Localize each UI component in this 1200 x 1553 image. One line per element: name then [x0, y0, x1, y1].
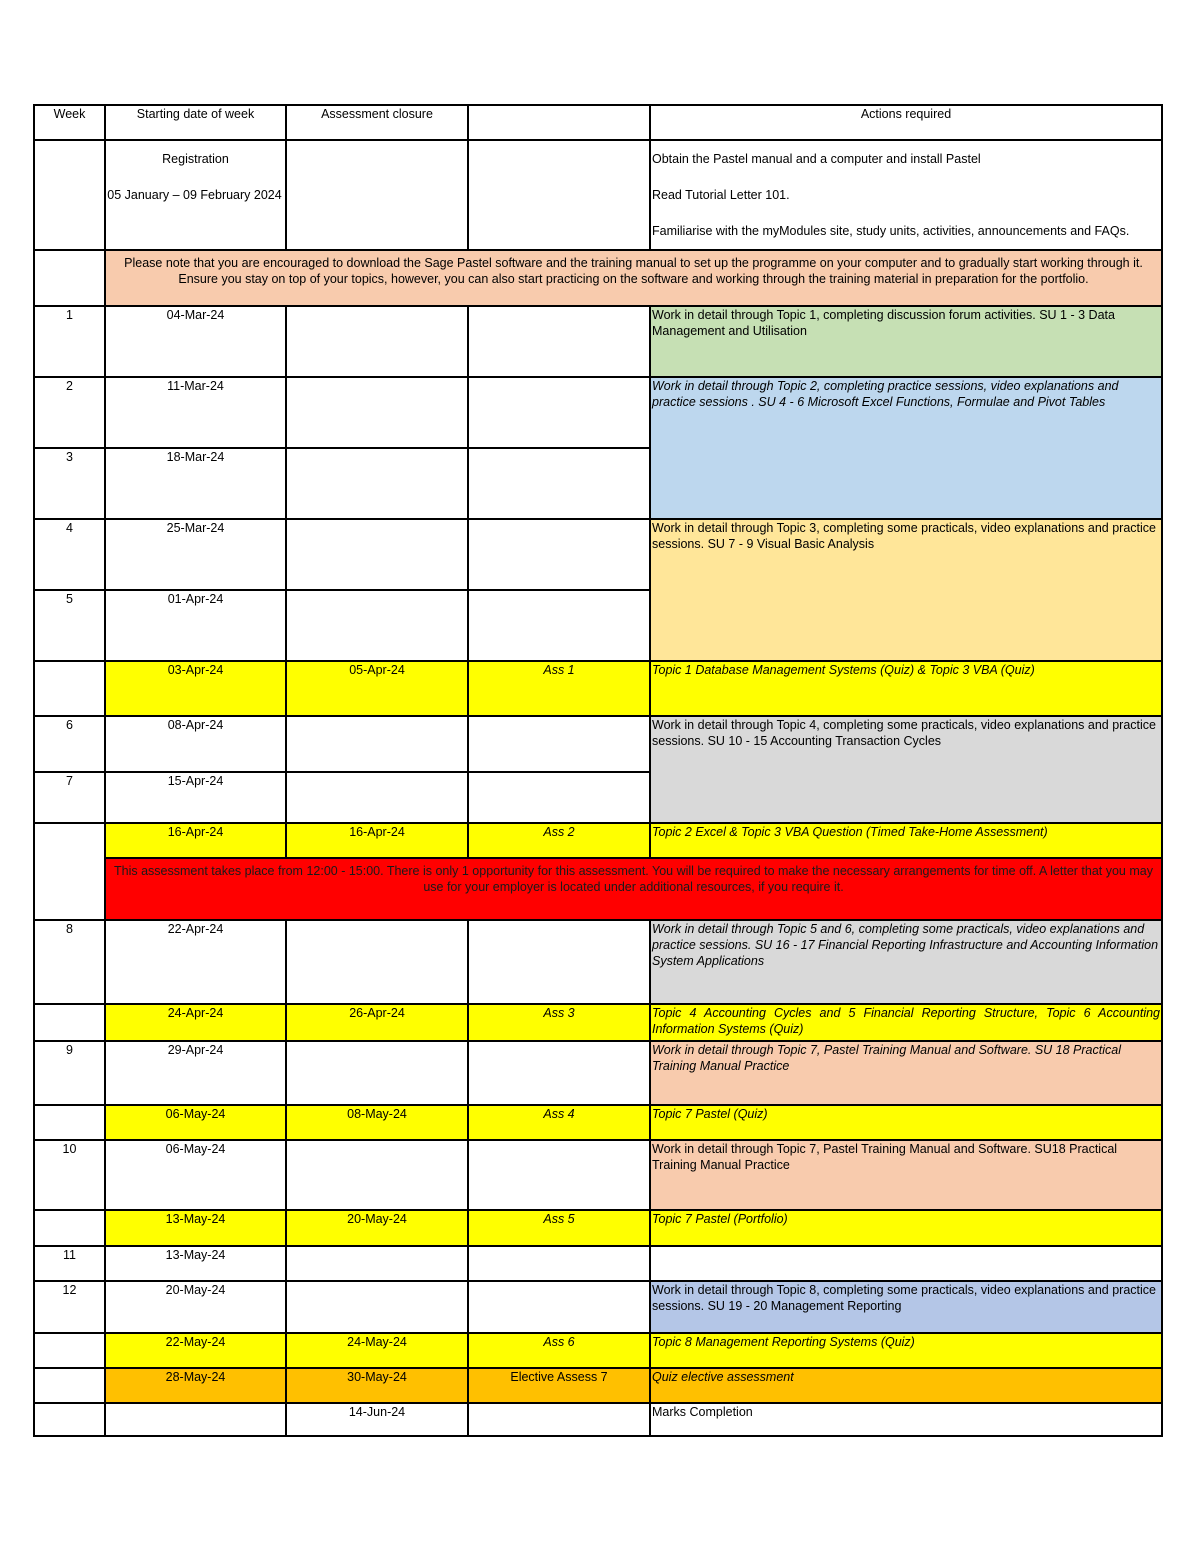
marks-completion-row — [34, 1403, 1162, 1436]
registration-label: Registration — [162, 152, 229, 166]
assessment-label: Ass 5 — [468, 1210, 650, 1246]
week-row-8 — [34, 920, 1162, 1004]
assessment-start-date: 13-May-24 — [105, 1210, 286, 1246]
assessment-action: Topic 2 Excel & Topic 3 VBA Question (Timed Take-Home Assessment) — [650, 823, 1162, 858]
week-start-date: 18-Mar-24 — [105, 448, 286, 519]
assessment-label: Ass 1 — [468, 661, 650, 716]
week-start-date: 29-Apr-24 — [105, 1041, 286, 1105]
header-week: Week — [34, 105, 105, 140]
assessment-action: Topic 7 Pastel (Quiz) — [650, 1105, 1162, 1140]
assessment-start-date: 06-May-24 — [105, 1105, 286, 1140]
assessment-action: Topic 8 Management Reporting Systems (Quiz) — [650, 1333, 1162, 1368]
assessment-label: Ass 6 — [468, 1333, 650, 1368]
pastel-note-row — [34, 250, 1162, 306]
assessment-start-date: 03-Apr-24 — [105, 661, 286, 716]
assessment-action: Topic 1 Database Management Systems (Quiz) & Topic 3 VBA (Quiz) — [650, 661, 1162, 716]
assessment-closure-date: 20-May-24 — [286, 1210, 468, 1246]
header-row — [34, 105, 1162, 140]
pastel-note: Please note that you are encouraged to download the Sage Pastel software and the training manual to set up the programme on your computer and to gradually start working through it. Ensure you stay on top of your topics, however, you can also start practicing on the software and working through the training material in preparation for the portfolio. — [105, 250, 1162, 306]
assessment-closure-date: 05-Apr-24 — [286, 661, 468, 716]
assessment-closure-date: 08-May-24 — [286, 1105, 468, 1140]
registration-cell — [105, 140, 286, 250]
assessment-label: Ass 4 — [468, 1105, 650, 1140]
week-number: 3 — [34, 448, 105, 519]
assessment-closure-date: 26-Apr-24 — [286, 1004, 468, 1041]
assessment-label: Elective Assess 7 — [468, 1368, 650, 1403]
week-start-date: 08-Apr-24 — [105, 716, 286, 772]
topic-4-action: Work in detail through Topic 4, completing some practicals, video explanations and practice sessions. SU 10 - 15 Accounting Transaction Cycles — [650, 716, 1162, 823]
assessment-label: Ass 3 — [468, 1004, 650, 1041]
week-start-date: 15-Apr-24 — [105, 772, 286, 823]
week-row-12 — [34, 1281, 1162, 1333]
registration-row — [34, 140, 1162, 250]
assessment-start-date: 28-May-24 — [105, 1368, 286, 1403]
topic-7-practice-action: Work in detail through Topic 7, Pastel Training Manual and Software. SU18 Practical Training Manual Practice — [650, 1140, 1162, 1210]
assessment-row-6 — [34, 1333, 1162, 1368]
header-actions-required: Actions required — [650, 105, 1162, 140]
week-number: 10 — [34, 1140, 105, 1210]
week-row-2 — [34, 377, 1162, 448]
registration-period: 05 January – 09 February 2024 — [107, 188, 282, 202]
week-number: 1 — [34, 306, 105, 377]
week-row-9 — [34, 1041, 1162, 1105]
week-start-date: 22-Apr-24 — [105, 920, 286, 1004]
week-number: 12 — [34, 1281, 105, 1333]
assessment-row-2 — [34, 823, 1162, 858]
week-number: 6 — [34, 716, 105, 772]
registration-action-2: Read Tutorial Letter 101. — [652, 188, 790, 202]
topic-2-action: Work in detail through Topic 2, completing practice sessions, video explanations and practice sessions . SU 4 - 6 Microsoft Excel Functions, Formulae and Pivot Tables — [650, 377, 1162, 519]
topic-7-action: Work in detail through Topic 7, Pastel Training Manual and Software. SU 18 Practical Training Manual Practice — [650, 1041, 1162, 1105]
header-starting-date: Starting date of week — [105, 105, 286, 140]
week-start-date: 06-May-24 — [105, 1140, 286, 1210]
week-number: 5 — [34, 590, 105, 661]
assessment-row-5 — [34, 1210, 1162, 1246]
assessment-row-1 — [34, 661, 1162, 716]
week-start-date: 13-May-24 — [105, 1246, 286, 1281]
schedule-table — [33, 104, 1163, 1437]
assessment-start-date: 24-Apr-24 — [105, 1004, 286, 1041]
assessment-start-date: 22-May-24 — [105, 1333, 286, 1368]
week-row-10 — [34, 1140, 1162, 1210]
topic-3-action: Work in detail through Topic 3, completing some practicals, video explanations and practice sessions. SU 7 - 9 Visual Basic Analysis — [650, 519, 1162, 661]
week-start-date: 04-Mar-24 — [105, 306, 286, 377]
assessment-row-7 — [34, 1368, 1162, 1403]
week-row-6 — [34, 716, 1162, 772]
week-number: 11 — [34, 1246, 105, 1281]
week-row-11 — [34, 1246, 1162, 1281]
assessment-start-date: 16-Apr-24 — [105, 823, 286, 858]
week-start-date: 01-Apr-24 — [105, 590, 286, 661]
assessment-row-3 — [34, 1004, 1162, 1041]
topic-5-6-action: Work in detail through Topic 5 and 6, completing some practicals, video explanations and practice sessions. SU 16 - 17 Financial Reporting Infrastructure and Accounting Information System Applications — [650, 920, 1162, 1004]
timed-note-row — [34, 858, 1162, 920]
assessment-closure-date: 24-May-24 — [286, 1333, 468, 1368]
marks-completion-date: 14-Jun-24 — [286, 1403, 468, 1436]
topic-8-action: Work in detail through Topic 8, completing some practicals, video explanations and practice sessions. SU 19 - 20 Management Reporting — [650, 1281, 1162, 1333]
registration-action-1: Obtain the Pastel manual and a computer and install Pastel — [652, 152, 981, 166]
marks-completion-action: Marks Completion — [650, 1403, 1162, 1436]
week-number: 8 — [34, 920, 105, 1004]
assessment-action: Quiz elective assessment — [650, 1368, 1162, 1403]
assessment-label: Ass 2 — [468, 823, 650, 858]
week-number: 7 — [34, 772, 105, 823]
week-number: 2 — [34, 377, 105, 448]
topic-1-action: Work in detail through Topic 1, completing discussion forum activities. SU 1 - 3 Data Management and Utilisation — [650, 306, 1162, 377]
assessment-action: Topic 4 Accounting Cycles and 5 Financial Reporting Structure, Topic 6 Accounting Information Systems (Quiz) — [650, 1004, 1162, 1041]
week-number: 9 — [34, 1041, 105, 1105]
week-number: 4 — [34, 519, 105, 590]
header-blank — [468, 105, 650, 140]
registration-action-3: Familiarise with the myModules site, study units, activities, announcements and FAQs. — [652, 224, 1130, 238]
timed-assessment-note: This assessment takes place from 12:00 - 15:00. There is only 1 opportunity for this assessment. You will be required to make the necessary arrangements for time off. A letter that you may use for your employer is located under additional resources, if you require it. — [105, 858, 1162, 920]
week-start-date: 20-May-24 — [105, 1281, 286, 1333]
assessment-action: Topic 7 Pastel (Portfolio) — [650, 1210, 1162, 1246]
assessment-row-4 — [34, 1105, 1162, 1140]
assessment-closure-date: 30-May-24 — [286, 1368, 468, 1403]
week-start-date: 11-Mar-24 — [105, 377, 286, 448]
week-row-1 — [34, 306, 1162, 377]
registration-actions — [650, 140, 1162, 250]
week-start-date: 25-Mar-24 — [105, 519, 286, 590]
header-assessment-closure: Assessment closure — [286, 105, 468, 140]
assessment-closure-date: 16-Apr-24 — [286, 823, 468, 858]
week-row-4 — [34, 519, 1162, 590]
